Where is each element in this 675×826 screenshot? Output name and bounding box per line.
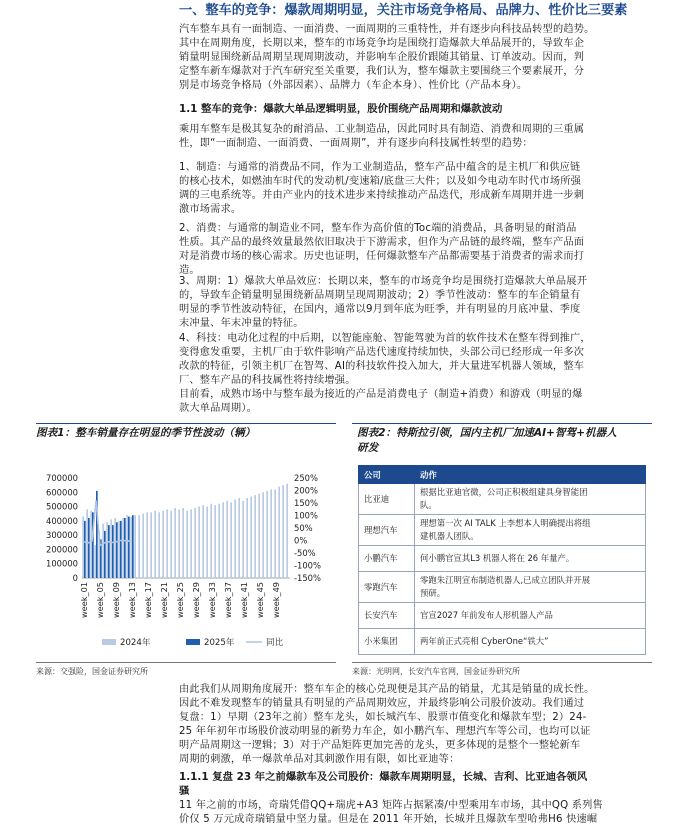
y-right-tick-label: 50% [294,523,313,533]
x-tick-label: week_49 [271,582,281,619]
company-cell: 小鹏汽车 [359,546,415,572]
legend-label-2024: 2024年 [120,638,151,648]
bar-2024 [122,518,124,578]
action-cell [415,572,646,603]
p7-lines-line-3: 复盘：1）早期（23年之前）整车龙头，如长城汽车、股票市值变化和爆款车型；2）24- [179,712,587,724]
bar-2024 [210,504,212,578]
paragraph-cycle-review [179,683,671,768]
section-title: 一、整车的竞争：爆款周期明显，关注市场竞争格局、品牌力、性价比三要素 [179,3,628,18]
bar-2024 [138,515,140,578]
bar-2024 [194,508,196,578]
bar-2024 [186,511,188,578]
fig1-top-rule [36,423,336,424]
action-line: 何小鹏官宣其L3 机器人将在 26 年量产。 [420,553,575,563]
x-tick-label: week_41 [239,582,249,619]
bar-2024 [162,511,164,578]
bar-2024 [262,492,264,578]
bar-2024 [278,487,280,578]
sub2-title-line-2: 骚 [179,785,190,797]
p4-lines-line-2: 的，导致车企销量明显围绕新品周期呈现周期波动；2）季节性波动：整车的车企销量有 [179,290,581,302]
p5-lines-line-3: 改款的特征，引领主机厂在智驾、AI的科技软件投入加大，并大量进军机器人领域，整车 [179,361,585,373]
action-line: 根据比亚迪官微，公司正积极组建具身智能团 [420,487,588,497]
bar-2025 [108,525,110,578]
bar-2024 [222,502,224,578]
fig2-bottom-rule [352,662,652,663]
action-line: 预研。 [420,588,446,598]
y-left-tick-label: 300000 [46,530,78,541]
bar-2024 [154,511,156,578]
bar-2025 [124,518,126,578]
bar-2025 [84,521,86,578]
intro-lines-line-3: 销量明显围绕新品周期呈现周期波动，并影响车企股价跟随其销量、订单波动。因而，判 [179,52,585,64]
p3-lines-line-3: 对是消费市场的核心需求。历史也证明，任何爆款整车产品都需要基于消费者的需求而打 [179,251,585,263]
fig1-bottom-rule [36,662,336,663]
subsection-1-1-1-title [179,770,671,798]
bar-2024 [202,505,204,578]
bar-2024 [102,524,104,578]
bar-2024 [146,512,148,578]
p7-lines-line-1: 由此我们从周期角度展开：整车车企的核心兑现便是其产品的销量，尤其是销量的成长性。 [179,684,595,695]
p5-lines-line-2: 变得愈发重要，主机厂由于软件影响产品迭代速度持续加快，头部公司已经形成一年多次 [179,347,585,359]
table-row [359,603,646,629]
company-cell: 小米集团 [359,629,415,655]
y-left-tick-label: 400000 [46,515,78,526]
bar-2024 [90,511,92,578]
bar-2024 [226,501,228,578]
bar-2024 [206,507,208,578]
bar-2025 [116,522,118,578]
header-action: 动作 [415,466,646,484]
bar-2024 [178,509,180,578]
x-tick-label: week_09 [111,582,121,619]
paragraph-definition [179,123,671,151]
x-tick-label: week_01 [79,582,89,619]
action-cell [415,629,646,655]
x-tick-label: week_05 [95,582,105,619]
p2-lines-line-3: 调的三电系统等。并由产业内的技术进步来持续推动产品迭代，形成新车周期并进一步刺 [179,190,585,202]
p2-lines-line-2: 的核心技术，如燃油车时代的发动机/变速箱/底盘三大件；以及如今电动车时代市场所强 [179,176,581,188]
action-line: 队。 [420,500,437,510]
y-right-tick-label: -100% [294,560,321,571]
table-row [359,546,646,572]
paragraph-technology [179,332,671,388]
sub2-title-line-1: 1.1.1 复盘 23 年之前爆款车及公司股价：爆款车周期明显，长城、吉利、比亚迪各领风 [179,771,588,783]
bar-2024 [258,494,260,578]
y-right-tick-label: 100% [294,510,318,521]
legend-label-yoy: 同比 [266,638,284,648]
bar-2024 [158,512,160,578]
p3-lines-line-1: 2、消费：与通常的制造业不同，整车作为高价值的Toc端的消费品，具备明显的耐消品 [179,223,577,234]
bar-2024 [198,507,200,578]
fig2-caption [357,426,657,456]
bar-2024 [266,491,268,578]
bar-2024 [286,484,288,578]
bar-2024 [234,499,236,578]
p6-lines-line-1: 目前看，成熟市场中与整车最为接近的产品是消费电子（制造+消费）和游戏（明显的爆 [179,389,583,400]
bar-2025 [112,525,114,578]
table-row [359,484,646,515]
fig2-top-rule [352,423,652,424]
y-left-tick-label: 200000 [46,544,78,555]
table-header-row [359,466,646,484]
x-tick-label: week_33 [207,582,217,619]
bar-2024 [110,519,112,578]
y-right-tick-label: -150% [294,573,321,583]
paragraph-manufacturing [179,161,671,217]
company-cell: 理想汽车 [359,515,415,546]
p4-lines-line-1: 3、周期：1）爆款大单品效应：长期以来，整车的市场竞争均是围绕打造爆款大单品展开 [179,276,588,287]
bar-2024 [134,515,136,578]
p8-lines-line-2: 价仅 5 万元成奇瑞销量中坚力量。但是在 2011 年开始，长城并且爆款车型哈弗H6 快速崛 [179,814,598,826]
bar-2025 [128,517,130,578]
intro-lines-line-4: 定整车新车爆款对于汽车研究至关重要，我们认为，整车爆款主要围绕三个要素展开，分 [179,66,585,78]
p2-lines-line-1: 1、制造：与通常的消费品不同，作为工业制造品，整车产品中蕴含的是主机厂和供应链 [179,162,581,173]
bar-2024 [238,498,240,578]
bar-2025 [120,521,122,578]
p7-lines-line-6: 周期的刺激，单一爆款单品对其刺激作用有限，如比亚迪等： [179,754,460,766]
action-cell [415,515,646,546]
p3-lines-line-4: 造。 [179,265,200,277]
action-line: 零跑朱江明宣布制造机器人,已成立团队并开展 [420,575,591,585]
bar-2024 [246,498,248,578]
subsection-1-1-title: 1.1 整车的竞争：爆款大单品逻辑明显，股价围绕产品周期和爆款波动 [179,103,503,115]
y-right-tick-label: 250% [294,473,318,483]
x-tick-label: week_45 [255,582,265,619]
y-left-tick-label: 600000 [46,487,78,498]
y-left-tick-label: 0 [72,573,78,583]
fig2-caption-line-1: 图表2：特斯拉引领，国内主机厂加速AI+智驾+机器人 [357,427,617,439]
bar-2024 [242,501,244,578]
bar-2024 [282,485,284,578]
header-company: 公司 [359,466,415,484]
y-right-tick-label: 150% [294,498,318,508]
paragraph-cycle [179,275,671,331]
x-tick-label: week_25 [175,582,185,619]
bar-2024 [250,497,252,578]
bar-2024 [190,509,192,578]
fig1-caption: 图表1：整车销量存在明显的季节性波动（辆） [36,427,256,439]
intro-lines-line-2: 其中在周期角度，长期以来，整车的市场竞争均是围绕打造爆款大单品展开的，导致车企 [179,38,585,50]
x-tick-label: week_37 [223,582,233,619]
bar-2024 [94,545,96,578]
fig2-source: 来源：光明网，长安汽车官网，国金证券研究所 [352,667,520,676]
x-tick-label: week_13 [127,582,137,619]
table-row [359,629,646,655]
bar-2024 [214,505,216,578]
p3-lines-line-2: 性质。其产品的最终效量最然依旧取决于下游需求，但作为产品链的最终端，整车产品面 [179,237,585,249]
bar-2024 [166,509,168,578]
x-tick-label: week_29 [191,582,201,619]
legend-swatch-2024 [102,639,116,645]
bar-2025 [104,531,106,578]
fig2-caption-line-2: 研发 [357,442,379,454]
p8-lines-line-1: 11 年之前的市场，奇瑞凭借QQ+瑞虎+A3 矩阵占据紧凑/中型乘用车市场，其中QQ 系列售 [179,800,603,811]
bar-2025 [132,515,134,578]
bar-2024 [130,517,132,578]
paragraph-consumption [179,222,671,278]
p2-lines-line-4: 激市场需求。 [179,204,242,216]
y-left-tick-label: 700000 [46,473,78,483]
x-tick-label: week_17 [143,582,153,619]
paragraph-conclusion [179,388,671,416]
table-row [359,515,646,546]
paragraph-history [179,799,671,826]
p1-lines-line-1: 乘用车整车是极其复杂的耐消品、工业制造品，因此同时具有制造、消费和周期的三重属 [179,124,585,135]
bar-2024 [182,508,184,578]
bar-2024 [106,522,108,578]
p6-lines-line-2: 款大单品周期）。 [179,403,257,415]
company-actions-table [358,465,646,655]
bar-2024 [142,514,144,578]
bar-2024 [170,511,172,578]
x-tick-label: week_21 [159,582,169,619]
p5-lines-line-1: 4、科技：电动化过程的中后期，以智能座舱、智能驾驶为首的软件技术在整车得到推广， [179,333,591,344]
p4-lines-line-3: 明显的季节性波动特征，在国内，通常以9月到年底为旺季，并有明显的月底冲量、季度 [179,304,581,316]
intro-lines-line-1: 汽车整车具有一面制造、一面消费、一面周期的三重特性，并有逐步向科技品转型的趋势。 [179,24,595,35]
bar-2024 [270,489,272,578]
action-line: 两年前正式亮相 CyberOne“铁大” [420,636,549,646]
y-left-tick-label: 500000 [46,501,78,512]
legend-swatch-2025 [186,639,200,645]
bar-2024 [274,489,276,578]
company-cell: 零跑汽车 [359,572,415,603]
action-line: 建机器人团队。 [420,531,479,541]
bar-2024 [118,521,120,578]
p7-lines-line-2: 因此不难发现整车的销量具有明显的产品周期效应，并最终影响公司股价波动。我们通过 [179,698,585,710]
p1-lines-line-2: 性，即“一面制造、一面消费、一面周期”，并有逐步向科技属性转型的趋势： [179,138,533,150]
weekly-sales-chart [36,460,336,658]
p7-lines-line-5: 明产品周期这一逻辑；3）对于产品矩阵更加完善的龙头，更多体现的是整个一整轮新车 [179,740,581,752]
p5-lines-line-4: 厂、整车产品的科技属性将持续增强。 [179,375,356,387]
y-right-tick-label: 0% [294,535,308,546]
action-line: 理想第一次 AI TALK 上李想本人明确提出将组 [420,518,591,528]
y-left-tick-label: 100000 [46,558,78,569]
y-right-tick-label: -50% [294,548,316,558]
bar-2024 [218,504,220,578]
company-cell: 长安汽车 [359,603,415,629]
p4-lines-line-4: 末冲量、年末冲量的特征。 [179,318,304,330]
bar-2024 [114,518,116,578]
y-right-tick-label: 200% [294,485,318,496]
company-cell: 比亚迪 [359,484,415,515]
intro-lines-line-5: 别是市场竞争格局（外部因素）、品牌力（车企本身）、性价比（产品本身）。 [179,80,528,92]
table-row [359,572,646,603]
fig1-source: 来源：交强险，国金证券研究所 [36,667,148,676]
bar-2024 [230,502,232,578]
bar-2024 [82,517,84,578]
intro-paragraph [179,23,671,93]
p7-lines-line-4: 25 年年初年市场股价波动明显的新势力车企，如小鹏汽车、理想汽车等公司，也均可以证 [179,726,591,738]
bar-2024 [150,512,152,578]
action-cell [415,484,646,515]
legend-label-2025: 2025年 [204,638,235,648]
action-line: 官宣2027 年前发布人形机器人产品 [420,610,553,620]
bar-2024 [174,508,176,578]
bar-2024 [126,515,128,578]
bar-2025 [88,518,90,578]
action-cell [415,603,646,629]
bar-2024 [254,495,256,578]
action-cell [415,546,646,572]
